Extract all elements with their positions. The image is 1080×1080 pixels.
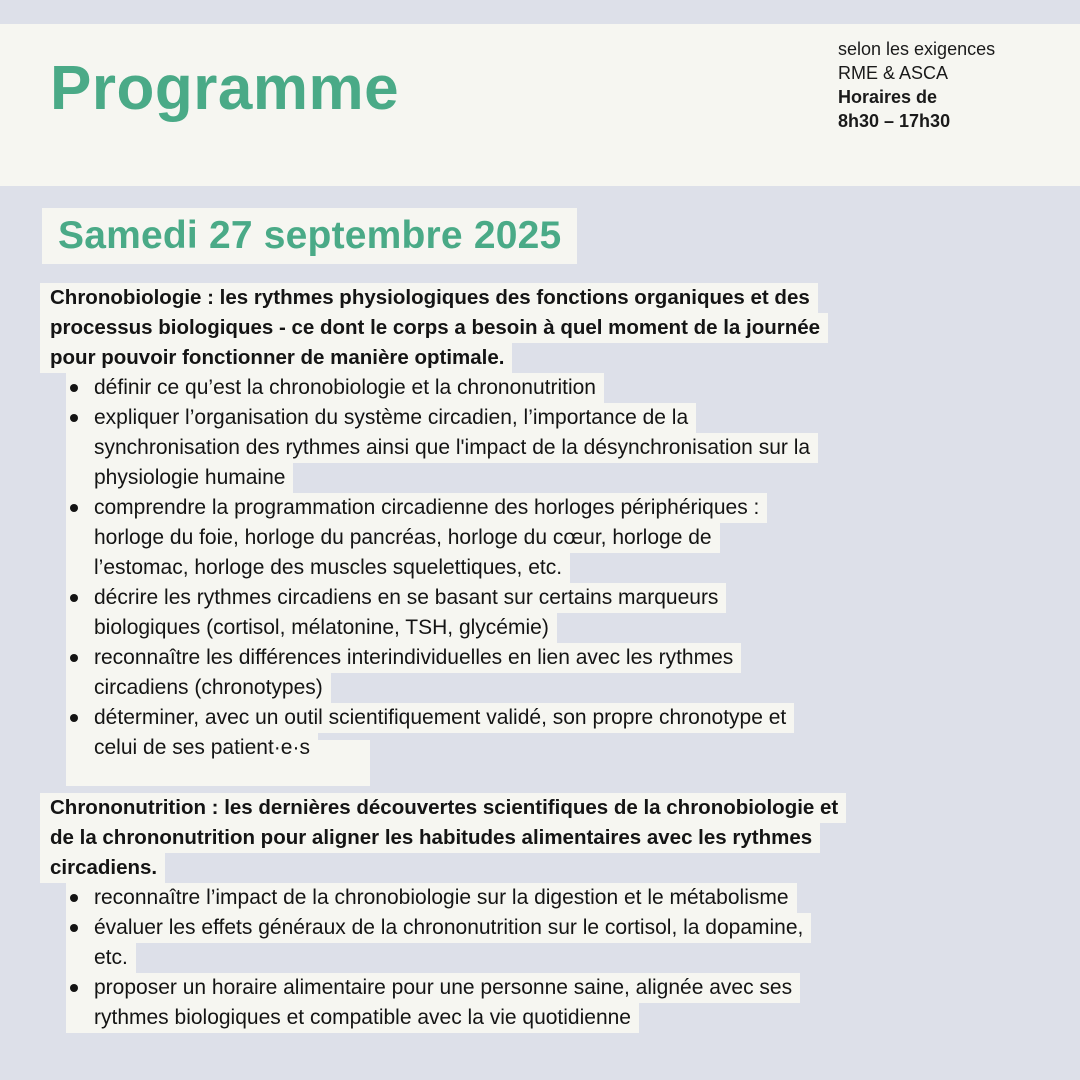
section-heading-line: processus biologiques - ce dont le corps a besoin à quel moment de la journée xyxy=(40,313,828,343)
section-heading-line: circadiens. xyxy=(40,853,165,883)
list-item-line: reconnaître l’impact de la chronobiologie sur la digestion et le métabolisme xyxy=(66,883,797,913)
list-item-line: expliquer l’organisation du système circadien, l’importance de la xyxy=(66,403,696,433)
list-item-line: etc. xyxy=(66,943,136,973)
date-title: Samedi 27 septembre 2025 xyxy=(58,214,562,257)
bullet-dot-icon xyxy=(70,414,78,422)
page-title: Programme xyxy=(50,54,400,123)
bullet-dot-icon xyxy=(70,504,78,512)
bullet-dot-icon xyxy=(70,894,78,902)
list-item-line: l’estomac, horloge des muscles squelettiques, etc. xyxy=(66,553,570,583)
list-item-line: circadiens (chronotypes) xyxy=(66,673,331,703)
bullet-dot-icon xyxy=(70,654,78,662)
list-item-line: définir ce qu’est la chronobiologie et la chrononutrition xyxy=(66,373,604,403)
list-item-line: déterminer, avec un outil scientifiquement validé, son propre chronotype et xyxy=(66,703,794,733)
list-item-line: évaluer les effets généraux de la chrononutrition sur le cortisol, la dopamine, xyxy=(66,913,811,943)
section-heading-line: de la chrononutrition pour aligner les habitudes alimentaires avec les rythmes xyxy=(40,823,820,853)
bullet-dot-icon xyxy=(70,384,78,392)
list-item-line: physiologie humaine xyxy=(66,463,293,493)
bullet-dot-icon xyxy=(70,714,78,722)
list-item-line: synchronisation des rythmes ainsi que l'impact de la désynchronisation sur la xyxy=(66,433,818,463)
list-item-line: proposer un horaire alimentaire pour une personne saine, alignée avec ses xyxy=(66,973,800,1003)
bullet-dot-icon xyxy=(70,984,78,992)
list-item-line: celui de ses patient·e·s xyxy=(66,733,318,763)
section-heading-line: pour pouvoir fonctionner de manière optimale. xyxy=(40,343,512,373)
section-heading-line: Chrononutrition : les dernières découvertes scientifiques de la chronobiologie et xyxy=(40,793,846,823)
list-item-line: comprendre la programmation circadienne des horloges périphériques : xyxy=(66,493,767,523)
list-item-line: horloge du foie, horloge du pancréas, horloge du cœur, horloge de xyxy=(66,523,720,553)
section-heading-line: Chronobiologie : les rythmes physiologiques des fonctions organiques et des xyxy=(40,283,818,313)
list-item-line: reconnaître les différences interindividuelles en lien avec les rythmes xyxy=(66,643,741,673)
hours-label: Horaires de xyxy=(838,87,938,107)
requirements-line-1: selon les exigences xyxy=(838,39,996,59)
hours-value: 8h30 – 17h30 xyxy=(838,111,951,131)
list-item-line: décrire les rythmes circadiens en se basant sur certains marqueurs xyxy=(66,583,726,613)
list-item-line: rythmes biologiques et compatible avec la vie quotidienne xyxy=(66,1003,639,1033)
bullet-dot-icon xyxy=(70,924,78,932)
requirements-line-2: RME & ASCA xyxy=(838,63,949,83)
list-item-line: biologiques (cortisol, mélatonine, TSH, glycémie) xyxy=(66,613,557,643)
bullet-dot-icon xyxy=(70,594,78,602)
